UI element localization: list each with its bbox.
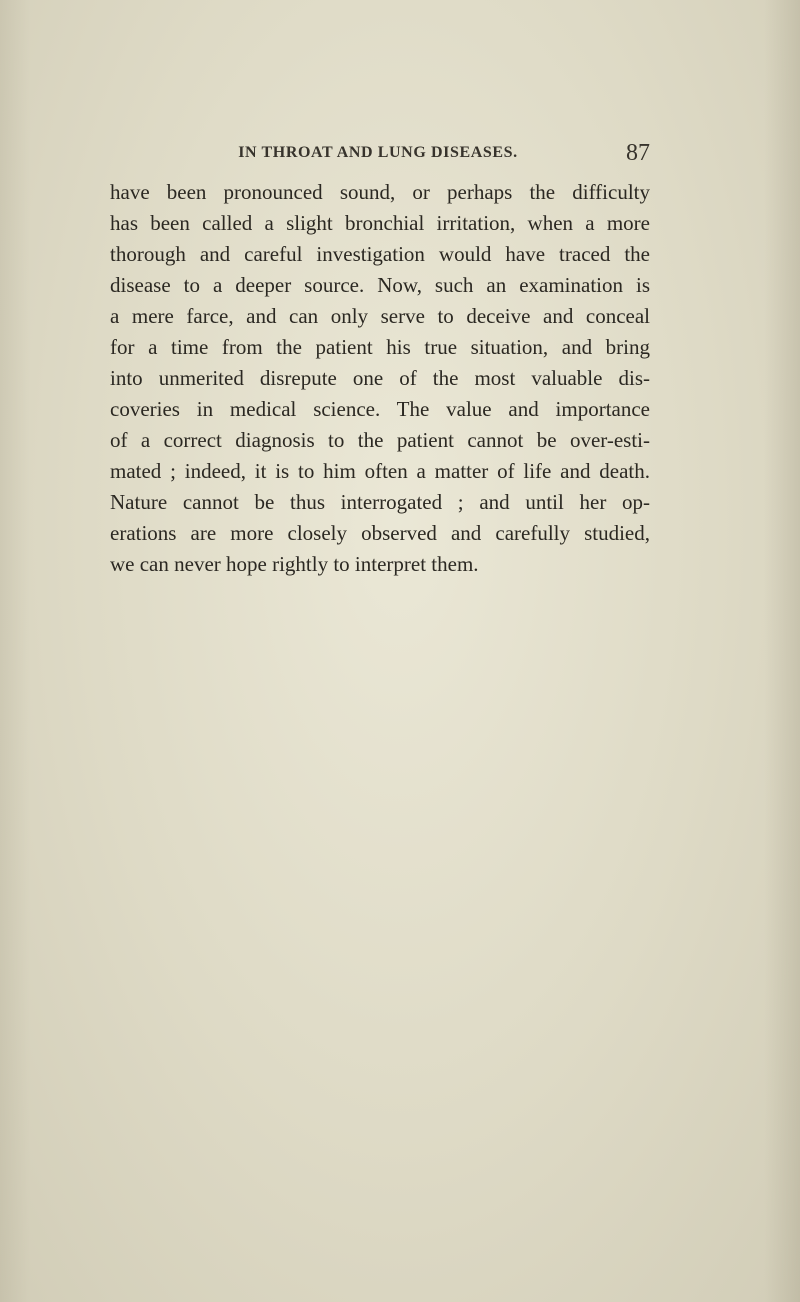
text-line: coveries in medical science. The value and importance <box>110 397 650 421</box>
running-title: IN THROAT AND LUNG DISEASES. <box>238 144 518 161</box>
text-line: thorough and careful investigation would have traced the <box>110 242 650 266</box>
text-line: has been called a slight bronchial irritation, when a more <box>110 211 650 235</box>
text-line: we can never hope rightly to interpret them. <box>110 552 479 576</box>
text-line: have been pronounced sound, or perhaps the difficulty <box>110 180 650 204</box>
text-line: Nature cannot be thus interrogated ; and until her op- <box>110 490 650 514</box>
page-shadow-right <box>764 0 800 1302</box>
text-line: disease to a deeper source. Now, such an examination is <box>110 273 650 297</box>
text-line: mated ; indeed, it is to him often a matter of life and death. <box>110 459 650 483</box>
text-line: for a time from the patient his true situation, and bring <box>110 335 650 359</box>
text-line: a mere farce, and can only serve to deceive and conceal <box>110 304 650 328</box>
body-paragraph <box>110 177 650 580</box>
text-line: of a correct diagnosis to the patient cannot be over-esti- <box>110 428 650 452</box>
text-line: into unmerited disrepute one of the most valuable dis- <box>110 366 650 390</box>
text-line: erations are more closely observed and carefully studied, <box>110 521 650 545</box>
page-number: 87 <box>626 140 650 166</box>
running-header <box>108 140 648 170</box>
page-shadow-left <box>0 0 30 1302</box>
